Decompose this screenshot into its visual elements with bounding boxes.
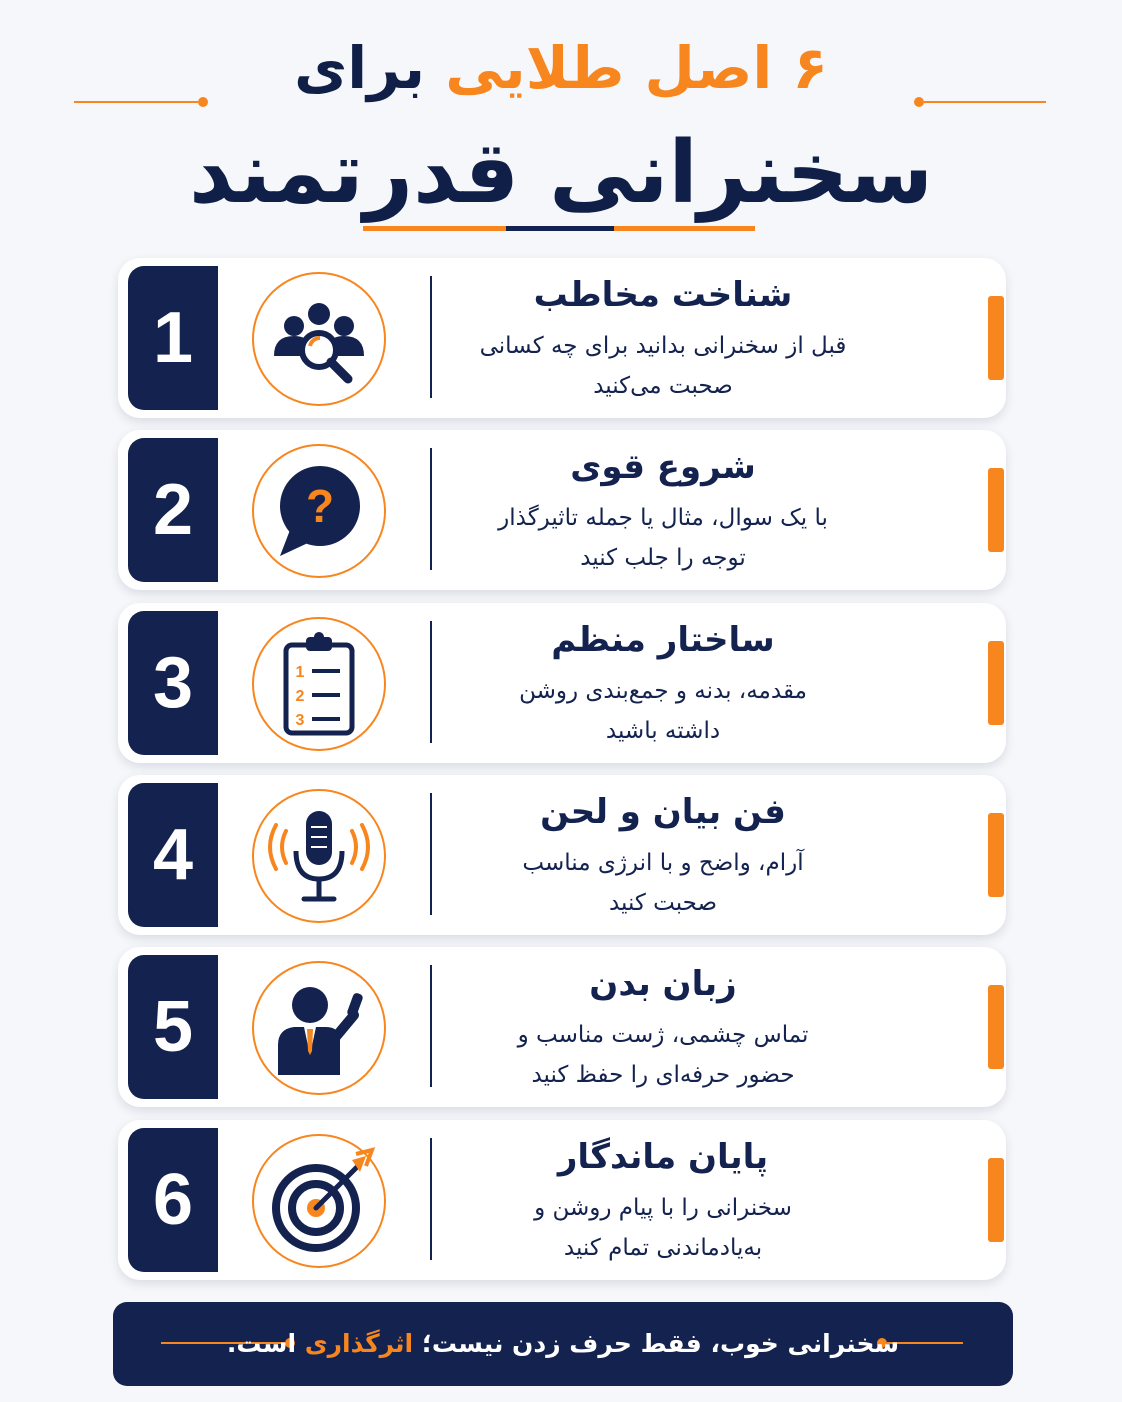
- accent-bar: [988, 985, 1004, 1069]
- card-description: [448, 498, 878, 578]
- number-box: [128, 611, 218, 755]
- title-underline-left: [363, 226, 506, 231]
- card-desc-line1: تماس چشمی، ژست مناسب و: [517, 1022, 809, 1048]
- card-title: شناخت مخاطب: [533, 275, 793, 315]
- list-number-1: 1: [295, 664, 305, 681]
- presenter-icon: [252, 961, 386, 1095]
- divider: [430, 965, 432, 1087]
- number-box: [128, 1128, 218, 1272]
- card-3: [118, 603, 1006, 763]
- card-desc-line1: با یک سوال، مثال یا جمله تاثیرگذار: [498, 505, 828, 531]
- card-desc-line2: حضور حرفه‌ای را حفظ کنید: [531, 1062, 795, 1088]
- number-box: [128, 266, 218, 410]
- card-number: 6: [152, 1160, 194, 1240]
- svg-text:?: ?: [305, 480, 335, 532]
- target-arrow-icon: [252, 1134, 386, 1268]
- footer-banner: [113, 1302, 1013, 1386]
- title-underline-right: [614, 226, 755, 231]
- card-desc-line2: داشته باشید: [605, 718, 721, 744]
- card-1: [118, 258, 1006, 418]
- card-5: [118, 947, 1006, 1107]
- footer-text-start: سخنرانی خوب، فقط حرف زدن نیست؛: [421, 1329, 900, 1358]
- card-title: شروع قوی: [570, 447, 756, 487]
- question-bubble-icon: [252, 444, 386, 578]
- card-desc-line1: آرام، واضح و با انرژی مناسب: [522, 850, 804, 876]
- footer-text-accent: اثرگذاری: [304, 1329, 414, 1358]
- accent-bar: [988, 468, 1004, 552]
- number-box: [128, 438, 218, 582]
- divider: [430, 793, 432, 915]
- card-desc-line1: سخنرانی را با پیام روشن و: [534, 1195, 792, 1221]
- page-title: سخنرانی قدرتمند: [188, 123, 934, 223]
- card-number: 3: [152, 643, 194, 723]
- card-2: [118, 430, 1006, 590]
- card-number: 4: [152, 815, 194, 895]
- title-line1: [0, 28, 1122, 108]
- title-accent: اصل طلایی: [445, 34, 773, 102]
- card-number: 2: [152, 470, 194, 550]
- card-desc-line2: توجه را جلب کنید: [580, 545, 746, 571]
- card-desc-line2: به‌یادماندنی تمام کنید: [563, 1235, 763, 1261]
- footer-text-end: است.: [226, 1329, 297, 1358]
- accent-bar: [988, 813, 1004, 897]
- microphone-icon: [252, 789, 386, 923]
- card-title: فن بیان و لحن: [540, 792, 786, 832]
- footer-text: [113, 1302, 1013, 1386]
- title-underline-center: [506, 226, 614, 231]
- card-description: [448, 1015, 878, 1095]
- divider: [430, 621, 432, 743]
- header: [0, 0, 1122, 250]
- card-desc-line1: مقدمه، بدنه و جمع‌بندی روشن: [519, 678, 807, 704]
- card-number: 1: [152, 298, 194, 378]
- card-desc-line1: قبل از سخنرانی بدانید برای چه کسانی: [479, 333, 847, 359]
- divider: [430, 1138, 432, 1260]
- card-desc-line2: صحبت کنید: [608, 890, 718, 916]
- card-title: زبان بدن: [589, 964, 737, 1004]
- accent-bar: [988, 296, 1004, 380]
- card-4: [118, 775, 1006, 935]
- card-description: [448, 671, 878, 751]
- title-number: ۶: [792, 34, 828, 102]
- card-number: 5: [152, 987, 194, 1067]
- card-6: [118, 1120, 1006, 1280]
- card-title: پایان ماندگار: [557, 1137, 769, 1177]
- divider: [430, 448, 432, 570]
- number-box: [128, 783, 218, 927]
- list-number-3: 3: [295, 712, 305, 729]
- card-description: [448, 843, 878, 923]
- accent-bar: [988, 641, 1004, 725]
- number-box: [128, 955, 218, 1099]
- card-desc-line2: صحبت می‌کنید: [593, 373, 733, 399]
- accent-bar: [988, 1158, 1004, 1242]
- card-title: ساختار منظم: [551, 620, 775, 660]
- card-description: [448, 326, 878, 406]
- card-description: [448, 1188, 878, 1268]
- divider: [430, 276, 432, 398]
- list-number-2: 2: [295, 688, 305, 705]
- audience-search-icon: [252, 272, 386, 406]
- clipboard-list-icon: [252, 617, 386, 751]
- title-tail: برای: [294, 34, 426, 102]
